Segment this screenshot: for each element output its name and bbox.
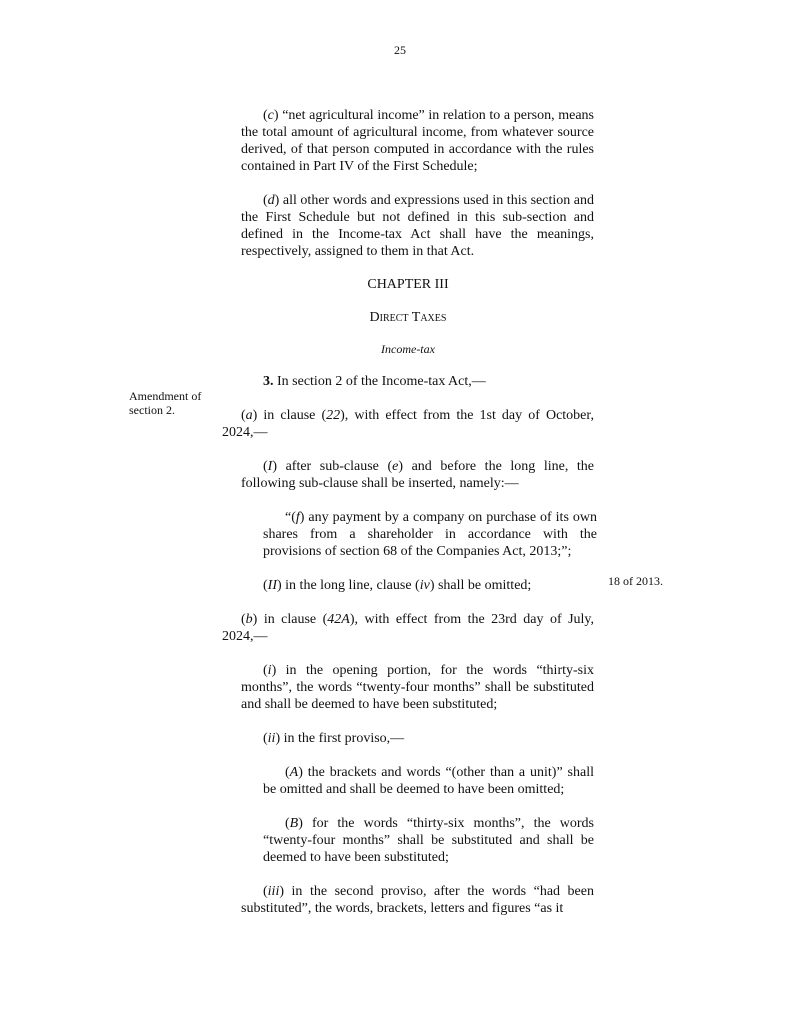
clause-a: (a) in clause (22), with effect from the 1st day of October, 2024,— <box>222 408 594 440</box>
clause-text-pre: after sub-clause ( <box>285 459 393 474</box>
clause-b: (b) in clause (42A), with effect from the 23rd day of July, 2024,— <box>222 612 594 644</box>
section-3-intro <box>241 373 594 390</box>
clause-text-post: ) shall be omitted; <box>429 578 532 593</box>
sub-clause-b-ii: (ii) in the first proviso,— <box>263 731 405 746</box>
sub-clause-b-i: (i) in the opening portion, for the words “thirty-six months”, the words “twenty-four months” shall be substituted and shall be deemed to have been substituted; <box>241 663 594 712</box>
page-number: 25 <box>394 43 406 57</box>
clause-label: f <box>295 510 300 525</box>
clause-label: B <box>289 816 299 831</box>
clause-roman: iv <box>419 578 430 593</box>
clause-label: d <box>267 193 275 208</box>
clause-number: 42A <box>327 612 350 627</box>
clause-text: for the words “thirty-six months”, the words “twenty-four months” shall be substituted and shall be deemed to have been substituted; <box>263 816 594 865</box>
clause-text: “net agricultural income” in relation to a person, means the total amount of agricultural income, from whatever source derived, of that person computed in accordance with the rules contained in Part IV of the First Schedule; <box>241 108 594 174</box>
chapter-heading: CHAPTER III <box>367 277 449 292</box>
clause-text: in the first proviso,— <box>283 731 405 746</box>
inserted-clause-f <box>263 509 597 560</box>
subheading-text: Income-tax <box>381 342 435 356</box>
margin-note-act-reference: 18 of 2013. <box>608 574 663 588</box>
clause-text-post: ) and before the long line, the following sub-clause shall be inserted, namely:— <box>241 459 594 491</box>
sub-clause-b-iii: (iii) in the second proviso, after the words “had been substituted”, the words, brackets, letters and figures “as it <box>241 884 594 916</box>
subheading <box>222 341 594 358</box>
item-b-ii-B: (B) for the words “thirty-six months”, the words “twenty-four months” shall be substituted and shall be deemed to have been substituted; <box>263 816 594 865</box>
clause-text: ) any payment by a company on purchase of its own shares from a shareholder in accordance with the provisions of section 68 of the Companies Act, 2013;”; <box>263 510 597 559</box>
clause-label: I <box>267 459 273 474</box>
clause-letter: e <box>392 459 399 474</box>
section-text: In section 2 of the Income-tax Act,— <box>277 374 486 389</box>
clause-c: (c) “net agricultural income” in relation to a person, means the total amount of agricultural income, from whatever source derived, of that person computed in accordance with the rules contained in Part IV of the First Schedule; <box>241 108 594 174</box>
clause-text: in the second proviso, after the words “had been substituted”, the words, brackets, letters and figures “as it <box>241 884 594 916</box>
clause-text: in the opening portion, for the words “thirty-six months”, the words “twenty-four months” shall be substituted and shall be deemed to have been substituted; <box>241 663 594 712</box>
chapter-subtitle: Direct Taxes <box>369 310 447 325</box>
sub-clause-a-II: (II) in the long line, clause (iv) shall be omitted; <box>263 578 532 593</box>
clause-label: II <box>267 578 277 593</box>
clause-text: all other words and expressions used in this section and the First Schedule but not defined in this sub-section and defined in the Income-tax Act shall have the meanings, respectively, assigned to them in that Act. <box>241 193 594 259</box>
item-b-ii-A: (A) the brackets and words “(other than a unit)” shall be omitted and shall be deemed to have been omitted; <box>263 765 594 797</box>
clause-label: a <box>245 408 253 423</box>
clause-text-post: ), with effect from the 1st day of October, 2024,— <box>222 408 594 440</box>
clause-label: iii <box>267 884 280 899</box>
clause-label: i <box>267 663 272 678</box>
clause-label: b <box>245 612 253 627</box>
main-text-column <box>222 107 597 917</box>
clause-text-post: ), with effect from the 23rd day of July, 2024,— <box>222 612 594 644</box>
clause-text-pre: in the long line, clause ( <box>285 578 420 593</box>
quote-open: “( <box>285 510 296 525</box>
clause-label: A <box>289 765 299 780</box>
clause-label: ii <box>267 731 276 746</box>
clause-label: c <box>267 108 274 123</box>
clause-d: (d) all other words and expressions used in this section and the First Schedule but not defined in this sub-section and defined in the Income-tax Act shall have the meanings, respectively, assigned to them in that Act. <box>241 193 594 259</box>
clause-number: 22 <box>326 408 341 423</box>
clause-text-pre: in clause ( <box>263 408 327 423</box>
sub-clause-a-I: (I) after sub-clause (e) and before the long line, the following sub-clause shall be inserted, namely:— <box>241 459 594 491</box>
clause-text-pre: in clause ( <box>263 612 328 627</box>
clause-text: the brackets and words “(other than a unit)” shall be omitted and shall be deemed to have been omitted; <box>263 765 594 797</box>
margin-note-amendment: Amendment of section 2. <box>129 389 202 417</box>
section-number: 3. <box>263 374 274 389</box>
